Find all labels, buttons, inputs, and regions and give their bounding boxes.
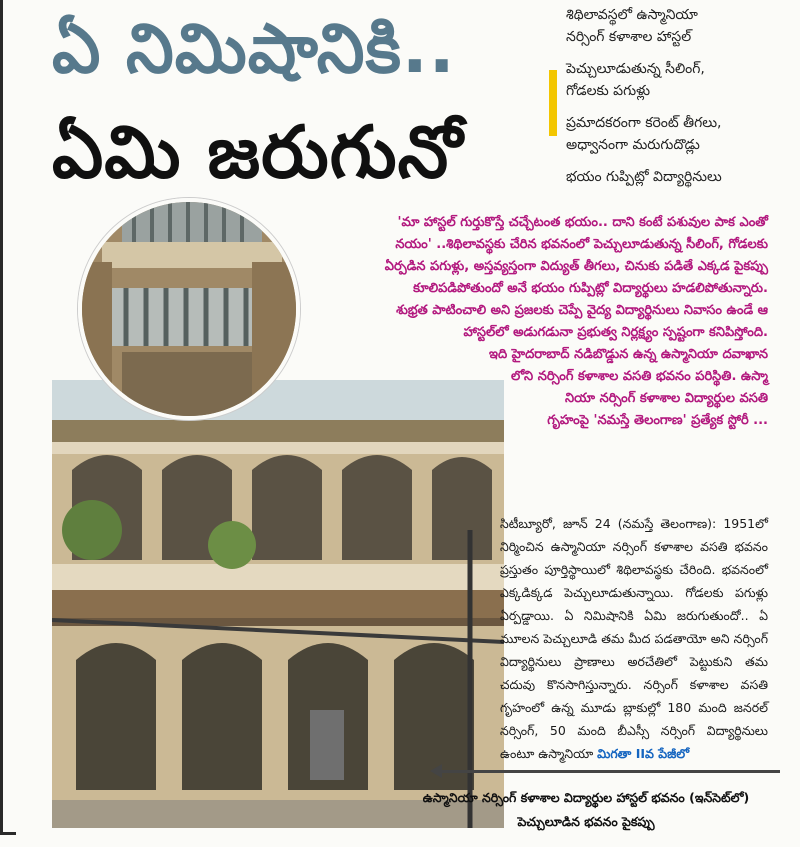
photo-caption [376,786,796,834]
intro-line: ఇది హైదరాబాద్ నడిబొడ్డున ఉన్న ఉస్మానియా దవాఖాన [488,347,768,362]
summary-point: ప్రమాదకరంగా కరెంట్ తీగలు, [566,115,722,131]
intro-line: కూలిపడిపోతుందో అనే భయం గుప్పిట్లో విద్యార్థులు హడలిపోతున్నారు. [413,281,768,296]
hostel-building-photo [52,380,504,828]
intro-line: నయం' ..శిథిలావస్థకు చేరిన భవనంలో పెచ్చులూడుతున్న సీలింగ్, గోడలకు [395,237,768,252]
intro-line: ఏర్పడిన పగుళ్లు, అస్తవ్యస్తంగా విద్యుత్ తీగలు, చినుకు పడితే ఎక్కడ పైకప్పు [384,259,768,274]
intro-line: శుభ్రత పాటించాలి అని ప్రజలకు చెప్పే వైద్య విద్యార్థినులు నివాసం ఉండే ఆ [396,303,768,318]
continued-on-page-link[interactable]: మిగతా IIవ పేజీలో [597,746,690,761]
intro-line: లోని నర్సింగ్ కళాశాల వసతి భవనం పరిస్థితి. ఉస్మా [511,369,768,384]
intro-line: నియా నర్సింగ్ కళాశాల విద్యార్థుల వసతి [565,391,768,406]
summary-point: గోడలకు పగుళ్లు [566,83,651,99]
bottom-corner-rule [0,832,16,835]
intro-line: 'మా హాస్టల్ గుర్తుకొస్తే చచ్చేటంత భయం.. దాని కంటే పశువుల పాక ఎంతో [397,215,768,230]
intro-line: హాస్టల్‌లో అడుగడునా ప్రభుత్వ నిర్లక్ష్యం స్పష్టంగా కనిపిస్తోంది. [463,325,768,340]
article-body-text: సిటీబ్యూరో, జూన్ 24 (నమస్తే తెలంగాణ): 1951లో నిర్మించిన ఉస్మానియా నర్సింగ్ కళాశాల వసతి భవనం ప్రస్తుతం పూర్తిస్థాయిలో శిథిలావస్థకు చేరింది. భవనంలో ఎక్కడిక్కడ పెచ్చులూడుతున్నాయి. గోడలకు పగుళ్లు ఏర్పడ్డాయి. ఏ నిమిషానికి ఏమి జరుగుతుందో.. ఏ మూలన పెచ్చులూడి తమ మీద పడతాయో అని నర్సింగ్ విద్యార్థినులు ప్రాణాలు అరచేతిలో పెట్టుకుని తమ చదువు కొనసాగిస్తున్నారు. నర్సింగ్ కళాశాల వసతి గృహంలో ఉన్న మూడు బ్లాకుల్లో 180 మంది జనరల్ నర్సింగ్, 50 మంది బీఎస్సీ నర్సింగ్ విద్యార్థినులు ఉంటూ ఉస్మానియా [500,516,768,761]
caption-line-1: ఉస్మానియా నర్సింగ్ కళాశాల విద్యార్థుల హాస్టల్ భవనం (ఇన్‌సెట్‌లో) [422,790,750,805]
article-body [500,512,768,765]
intro-blurb [238,212,768,432]
summary-point: శిథిలావస్థలో ఉస్మానియా [566,7,698,23]
accent-bar [549,70,557,136]
summary-point: భయం గుప్పిట్లో విద్యార్థినులు [566,169,722,185]
intro-line: గృహంపై 'నమస్తే తెలంగాణ' ప్రత్యేక స్టోరీ ... [547,413,768,428]
summary-point: అధ్వానంగా మరుగుదొడ్లు [566,137,700,153]
summary-point: పెచ్చులూడుతున్న సీలింగ్, [566,61,705,77]
hostel-building-illustration [52,380,504,828]
summary-point: నర్సింగ్ కళాశాల హాస్టల్ [566,29,692,45]
caption-arrow [440,770,780,773]
summary-points [566,4,794,188]
headline-line-1: ఏ నిమిషానికి.. [52,10,456,89]
headline-line-2: ఏమి జరుగునో [52,110,464,194]
left-column-rule [0,0,3,835]
caption-line-2: పెచ్చులూడిన భవనం పైకప్పు [517,814,655,829]
